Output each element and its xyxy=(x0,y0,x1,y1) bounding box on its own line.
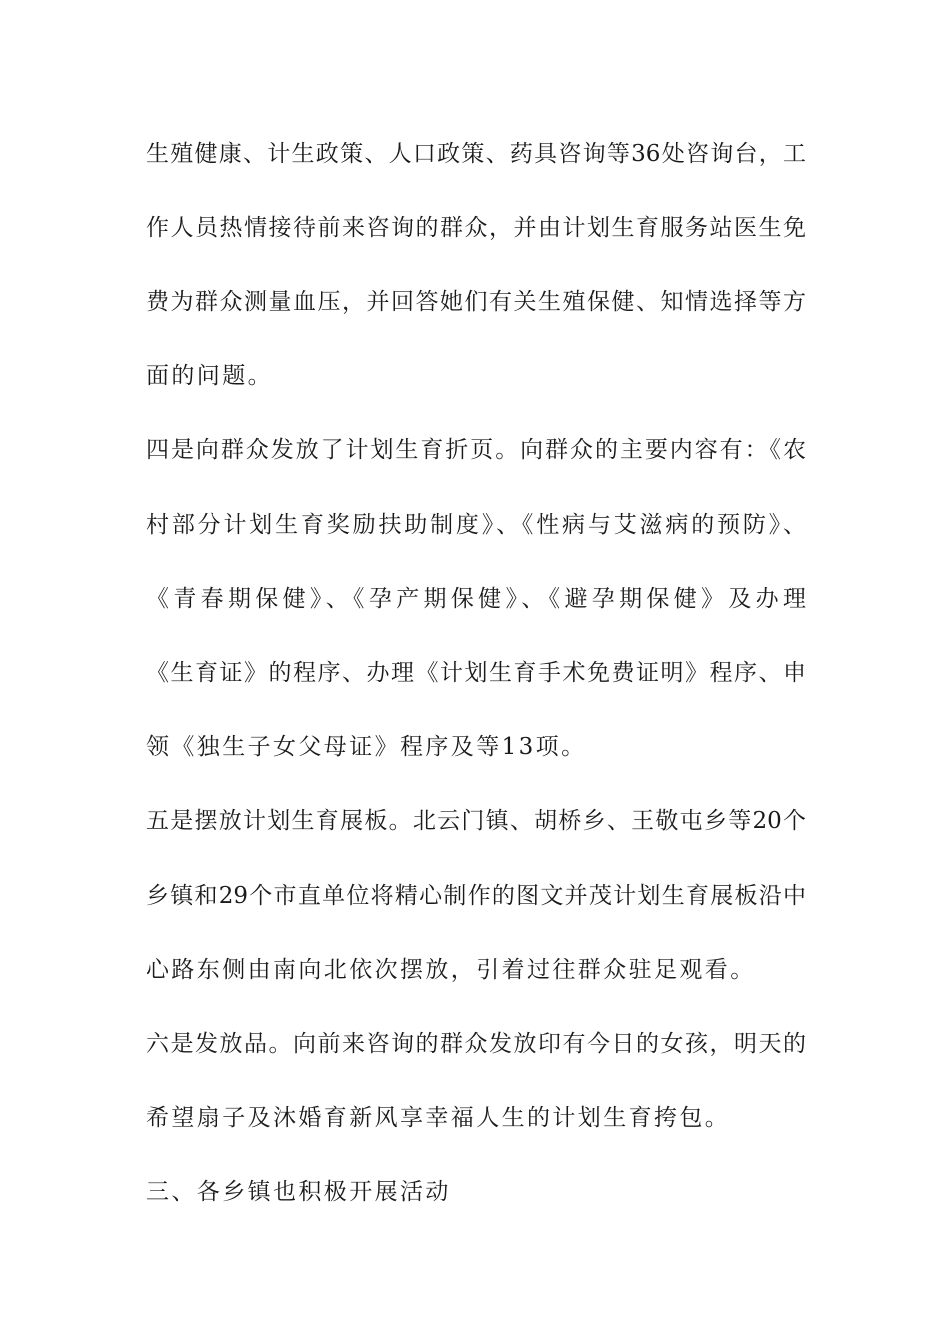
text-line-8: 《生育证》的程序、办理《计划生育手术免费证明》程序、申 xyxy=(146,660,806,686)
text-line-3: 费为群众测量血压，并回答她们有关生殖保健、知情选择等方 xyxy=(146,289,806,315)
text-line-14: 希望扇子及沐婚育新风享幸福人生的计划生育挎包。 xyxy=(146,1105,731,1131)
text-line-2: 作人员热情接待前来咨询的群众，并由计划生育服务站医生免 xyxy=(146,215,806,241)
text-line-5: 四是向群众发放了计划生育折页。向群众的主要内容有：《农 xyxy=(146,437,806,463)
text-line-9: 领《独生子女父母证》程序及等13项。 xyxy=(146,734,587,760)
text-line-6: 村部分计划生育奖励扶助制度》、《性病与艾滋病的预防》、 xyxy=(146,512,806,538)
text-line-12: 心路东侧由南向北依次摆放，引着过往群众驻足观看。 xyxy=(146,957,756,983)
text-line-13: 六是发放品。向前来咨询的群众发放印有今日的女孩，明天的 xyxy=(146,1031,806,1057)
text-line-1: 生殖健康、计生政策、人口政策、药具咨询等36处咨询台，工 xyxy=(146,141,806,167)
text-line-11: 乡镇和29个市直单位将精心制作的图文并茂计划生育展板沿中 xyxy=(146,883,806,909)
text-line-10: 五是摆放计划生育展板。北云门镇、胡桥乡、王敬屯乡等20个 xyxy=(146,808,806,834)
section-heading: 三、各乡镇也积极开展活动 xyxy=(146,1179,451,1205)
text-line-4: 面的问题。 xyxy=(146,363,273,389)
text-line-7: 《青春期保健》、《孕产期保健》、《避孕期保健》及办理 xyxy=(146,586,806,612)
